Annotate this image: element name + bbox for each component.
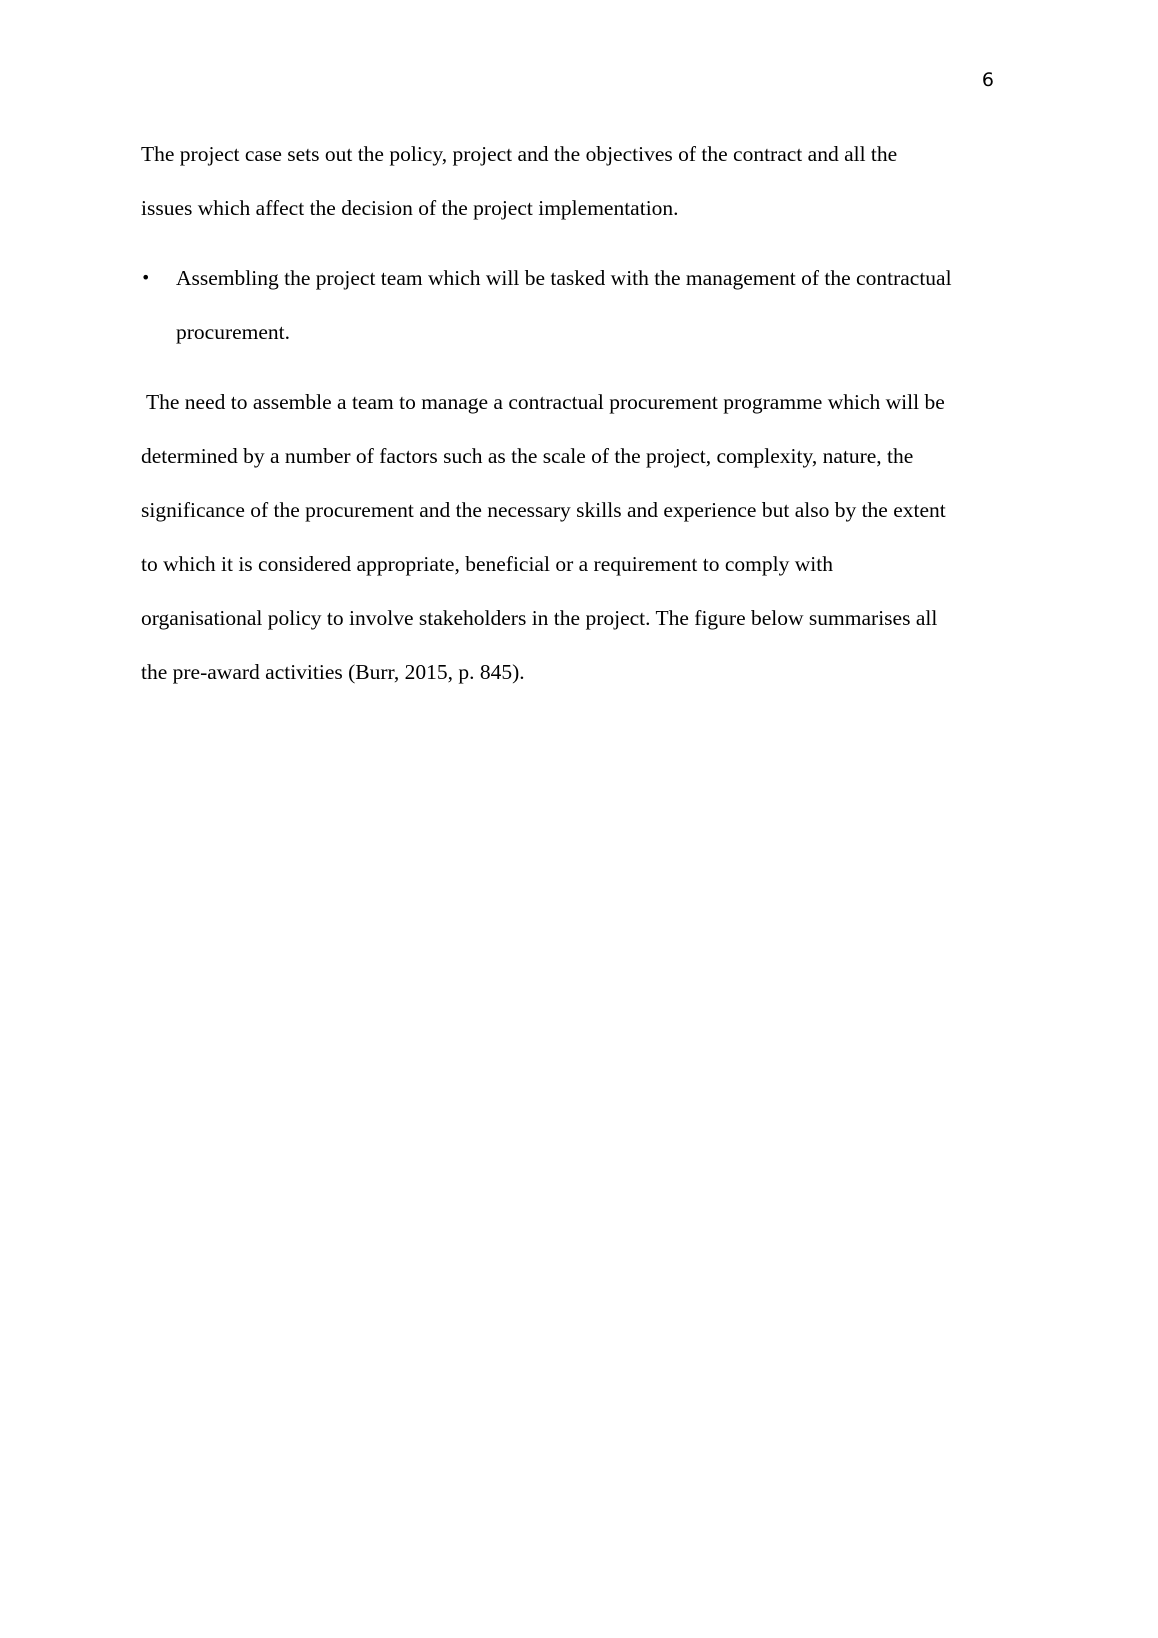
text-line: to which it is considered appropriate, beneficial or a requirement to comply with [141,552,833,576]
text-line: procurement. [176,320,291,344]
paragraph-team [141,375,1036,699]
text-line: determined by a number of factors such as the scale of the project, complexity, nature, the [141,444,914,468]
text-line: organisational policy to involve stakeholders in the project. The figure below summarises all [141,606,938,630]
text-line: The project case sets out the policy, project and the objectives of the contract and all the [141,142,898,166]
text-line: the pre-award activities (Burr, 2015, p. 845). [141,660,525,684]
bullet-item [141,251,1036,359]
paragraph-intro [141,127,1036,235]
text-line: issues which affect the decision of the project implementation. [141,196,679,220]
text-line: The need to assemble a team to manage a contractual procurement programme which will be [141,390,945,414]
text-line: significance of the procurement and the necessary skills and experience but also by the extent [141,498,946,522]
page-number: 6 [981,69,994,91]
document-body [141,127,1036,699]
bullet-icon: • [141,268,151,287]
text-line: Assembling the project team which will be tasked with the management of the contractual [176,266,952,290]
